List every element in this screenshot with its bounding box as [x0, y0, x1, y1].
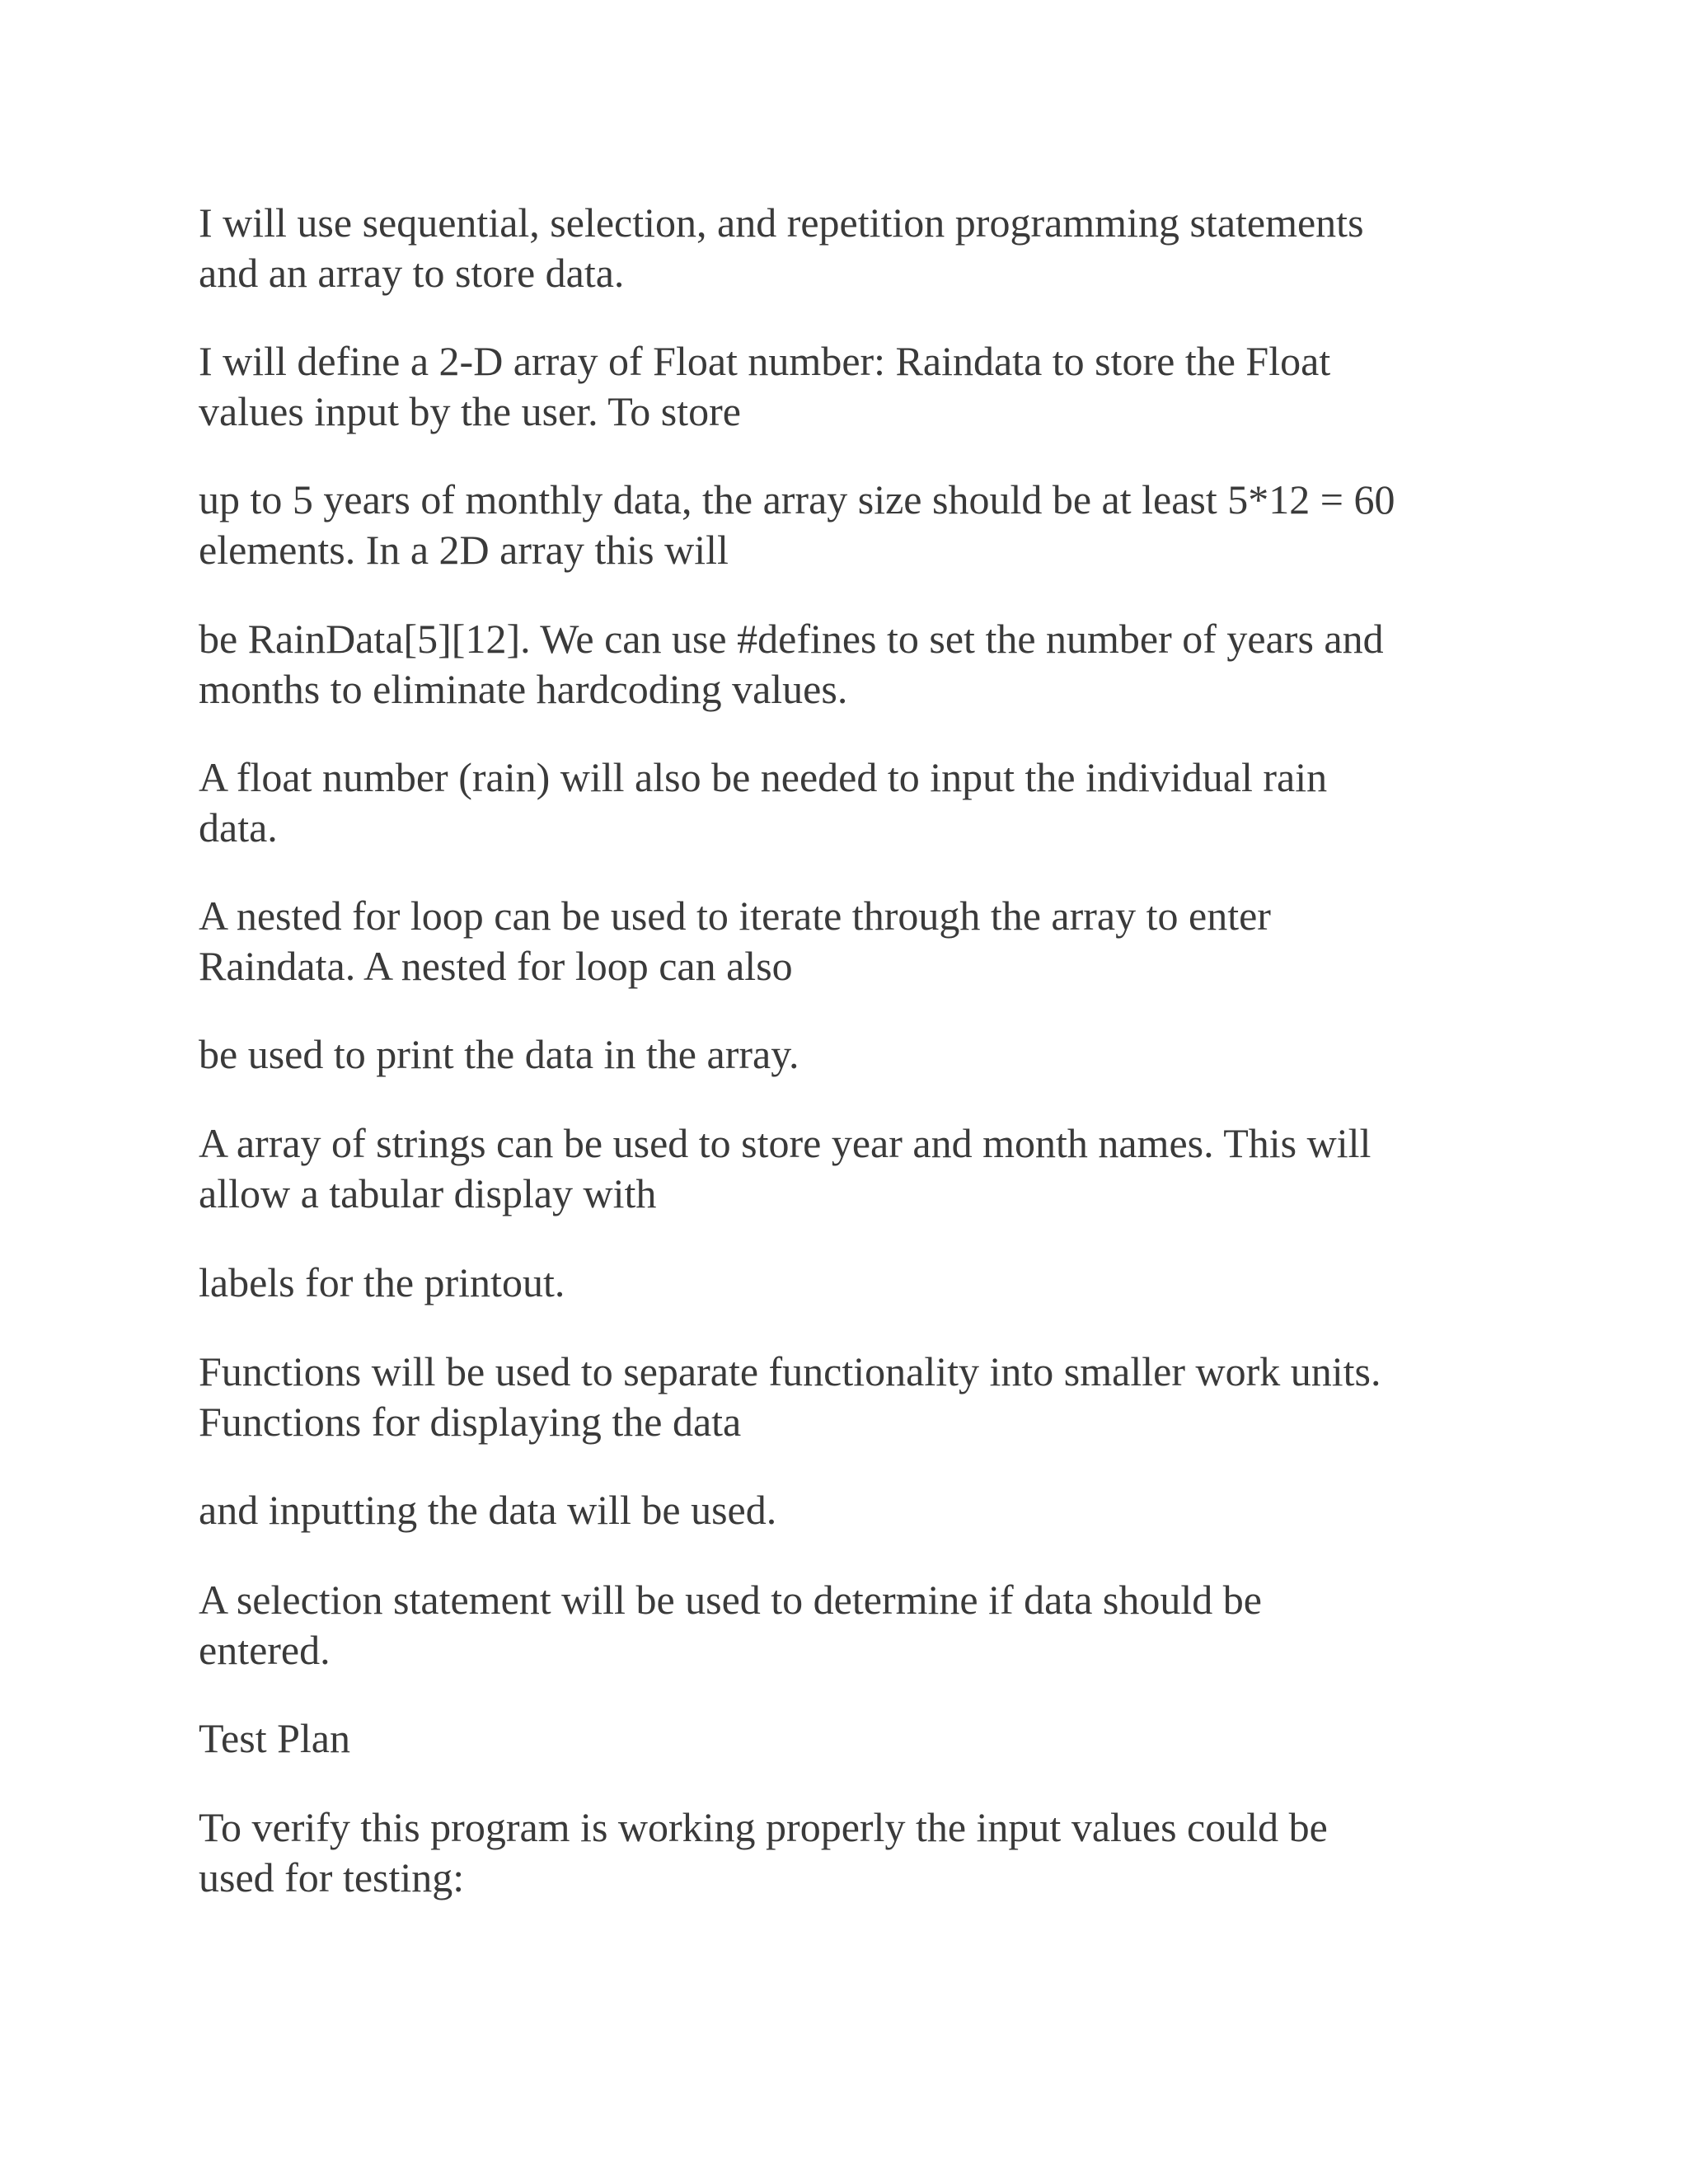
paragraph-line: Functions for displaying the data — [199, 1399, 742, 1445]
paragraph-line: A selection statement will be used to determine if data should be — [199, 1577, 1262, 1623]
paragraph-line: Test Plan — [199, 1715, 350, 1761]
paragraph-line: I will use sequential, selection, and repetition programming statements — [199, 199, 1364, 246]
paragraph-12 — [199, 1575, 1517, 1675]
section-heading-test-plan — [199, 1713, 1517, 1764]
paragraph-2 — [199, 336, 1517, 437]
paragraph-line: up to 5 years of monthly data, the array size should be at least 5*12 = 60 — [199, 476, 1395, 523]
paragraph-line: values input by the user. To store — [199, 388, 741, 434]
paragraph-11 — [199, 1485, 1517, 1535]
paragraph-line: be RainData[5][12]. We can use #defines to set the number of years and — [199, 616, 1384, 662]
paragraph-line: allow a tabular display with — [199, 1170, 657, 1216]
paragraph-10 — [199, 1347, 1517, 1447]
paragraph-line: and inputting the data will be used. — [199, 1487, 777, 1533]
paragraph-14 — [199, 1802, 1517, 1903]
paragraph-line: data. — [199, 804, 278, 851]
paragraph-line: months to eliminate hardcoding values. — [199, 666, 848, 712]
paragraph-line: To verify this program is working properly the input values could be — [199, 1804, 1328, 1850]
paragraph-line: elements. In a 2D array this will — [199, 527, 729, 573]
paragraph-5 — [199, 752, 1517, 853]
paragraph-line: be used to print the data in the array. — [199, 1031, 799, 1077]
paragraph-7 — [199, 1029, 1517, 1080]
paragraph-line: I will define a 2-D array of Float number: Raindata to store the Float — [199, 338, 1331, 384]
paragraph-line: and an array to store data. — [199, 250, 625, 296]
paragraph-line: Raindata. A nested for loop can also — [199, 943, 793, 989]
paragraph-4 — [199, 614, 1517, 715]
paragraph-line: labels for the printout. — [199, 1259, 565, 1305]
paragraph-9 — [199, 1258, 1517, 1308]
paragraph-line: entered. — [199, 1627, 331, 1673]
paragraph-line: A nested for loop can be used to iterate through the array to enter — [199, 893, 1271, 939]
paragraph-8 — [199, 1118, 1517, 1219]
paragraph-line: A array of strings can be used to store year and month names. This will — [199, 1120, 1372, 1166]
paragraph-3 — [199, 475, 1517, 575]
paragraph-line: A float number (rain) will also be needed to input the individual rain — [199, 754, 1328, 800]
paragraph-line: Functions will be used to separate functionality into smaller work units. — [199, 1348, 1381, 1394]
paragraph-6 — [199, 891, 1517, 991]
paragraph-line: used for testing: — [199, 1854, 465, 1900]
paragraph-1 — [199, 198, 1517, 298]
